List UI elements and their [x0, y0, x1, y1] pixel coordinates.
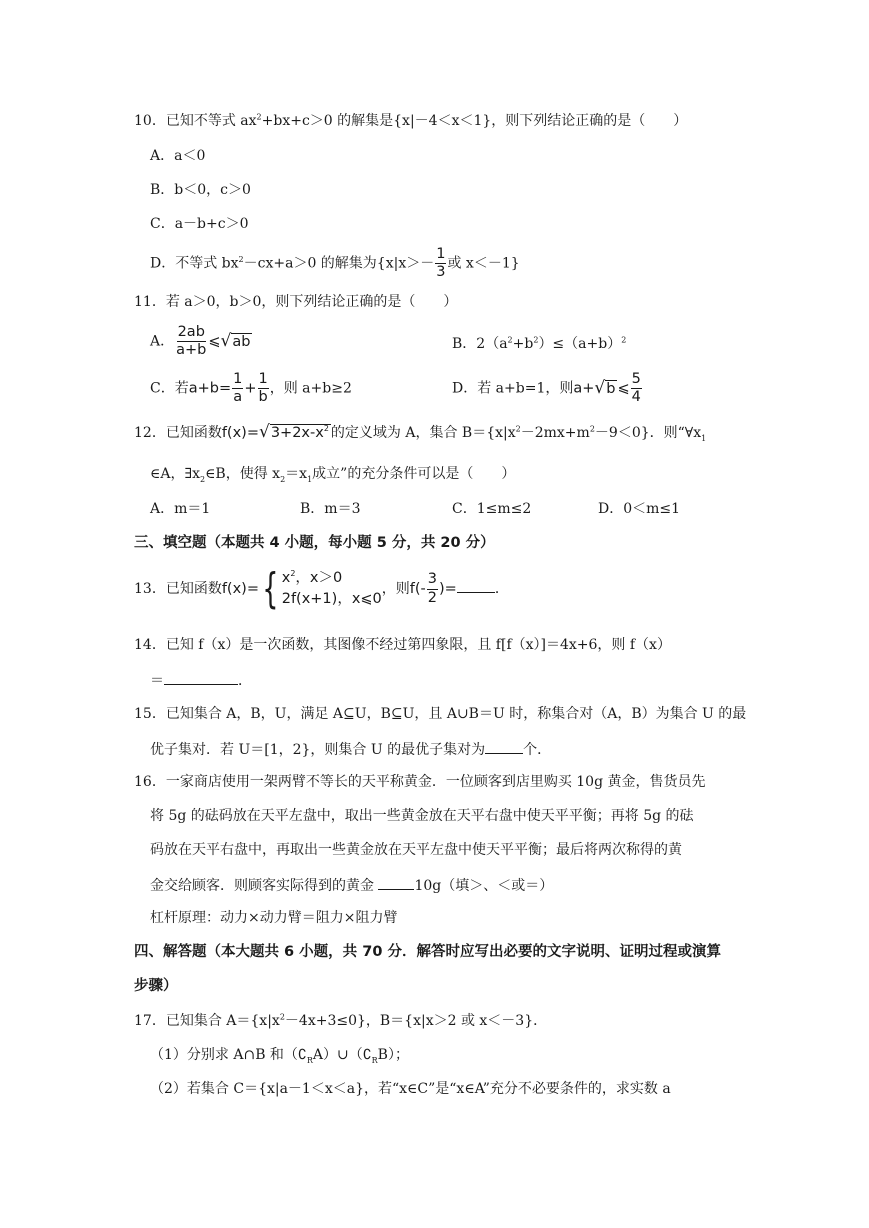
piecewise-cases: $x^2$，x＞0 2f(x+1)，x⩽0: [281, 569, 382, 608]
option-d: D．若 a+b=1，则a+ √ b ⩽ $\frac{5}{4}$: [452, 371, 641, 406]
question-14-stem-line2: ＝ ．: [150, 673, 252, 689]
question-number: 16．: [134, 774, 166, 790]
square-root: √ ab: [220, 330, 251, 351]
option-b: B．b＜0，c＞0: [150, 182, 251, 198]
answer-blank: [378, 877, 414, 890]
question-14-stem: 14．已知 f（x）是一次函数，其图像不经过第四象限，且 f[f（x）]＝4x+6，则 f（x）: [134, 637, 671, 653]
option-a: A．a＜0: [150, 148, 206, 164]
fraction: $\frac{2ab}{a+b}$: [176, 324, 207, 359]
square-root: √ b: [594, 377, 616, 398]
square-root: √ $3+2x-x^2$: [258, 422, 329, 442]
question-12-stem-line2: ∈A，$\exists x_2\in B$，使得 $x_2=x_1$成立”的充分条件可以是（ ）: [150, 466, 516, 484]
section-heading: 三、填空题（本题共 4 小题，每小题 5 分，共 20 分）: [134, 535, 495, 551]
question-10-stem: 10．已知不等式 $ax^2+bx+c>0$ 的解集是{x|－4＜x＜1}，则下列结论正确的是（ ）: [134, 112, 688, 129]
option-c: C．若a+b= $\frac{1}{a}$ + $\frac{1}{b}$ ，则 a+b≥2: [150, 371, 352, 406]
question-number: 15．: [134, 706, 166, 722]
question-16-stem: 16．一家商店使用一架两臂不等长的天平称黄金．一位顾客到店里购买 10g 黄金，售货员先: [134, 774, 706, 790]
question-number: 14．: [134, 637, 166, 653]
answer-blank: [485, 741, 523, 754]
option-d: D．0＜m≤1: [598, 501, 681, 517]
question-17-stem: 17．已知集合 $A=\{x|x^2-4x+3\le 0\}$，B＝{x|x＞2 或 x＜－3}．: [134, 1012, 548, 1029]
lever-principle-note: 杠杆原理：动力×动力臂＝阻力×阻力臂: [150, 910, 398, 926]
question-number: 17．: [134, 1013, 166, 1029]
answer-blank: [164, 672, 238, 685]
option-a: A． $\frac{2ab}{a+b}$ ⩽ √ ab: [150, 324, 251, 359]
question-number: 13．: [134, 581, 166, 598]
question-15-stem: 15．已知集合 A，B，U，满足 A⊆U，B⊆U，且 A∪B＝U 时，称集合对（A，B）为集合 U 的最: [134, 706, 747, 722]
option-b: B．m＝3: [300, 501, 361, 517]
fraction: $\frac{3}{2}$: [427, 571, 438, 606]
question-number: 12．: [134, 424, 166, 441]
question-11-stem: 11．若 a＞0，b＞0，则下列结论正确的是（ ）: [134, 294, 458, 310]
section-heading: 四、解答题（本大题共 6 小题，共 70 分．解答时应写出必要的文字说明、证明过程或演算: [134, 944, 721, 960]
question-15-stem-line2: 优子集对．若 U＝[1，2}，则集合 U 的最优子集对为 个．: [150, 742, 552, 758]
question-number: 11．: [134, 294, 166, 310]
option-b: B．$2(a^2+b^2)\le(a+b)^2$: [452, 335, 627, 352]
question-17-part-2: （2）若集合 C＝{x|a－1＜x＜a}，若“x∈C”是“x∈A”充分不必要条件的，求实数 a: [150, 1081, 671, 1097]
fraction: $\frac{1}{b}$: [258, 371, 268, 406]
fraction: $\frac{5}{4}$: [631, 371, 641, 406]
left-brace: {: [262, 564, 279, 614]
question-16-line2: 将 5g 的砝码放在天平左盘中，取出一些黄金放在天平右盘中使天平平衡；再将 5g 的砝: [150, 808, 694, 824]
option-c: C．1≤m≤2: [452, 501, 532, 517]
answer-blank: [457, 580, 495, 593]
section-heading-line2: 步骤）: [134, 978, 178, 994]
question-17-part-1: （1）分别求 A∩B 和$(∁_RA)\cup(∁_RB)$；: [150, 1047, 409, 1065]
fraction: $\frac{1}{3}$: [436, 246, 446, 281]
fraction: $\frac{1}{a}$: [233, 371, 243, 406]
question-12-stem: 12．已知函数f(x)= √ $3+2x-x^2$ 的定义域为 A，集合 $B=\{x|x^2-2mx+m^2-9<0\}$．则“$\forall x_1$: [134, 422, 707, 443]
question-number: 10．: [134, 113, 166, 129]
question-13-stem: 13．已知函数f(x)={ $x^2$，x＞0 2f(x+1)，x⩽0 ，则f(- $\frac{3}{2}$ )= ．: [134, 564, 509, 614]
option-c: C．a－b+c＞0: [150, 216, 249, 232]
option-d: D．不等式 $bx^2-cx+a>0$ 的解集为{x|x＞－ $\frac{1}{3}$ 或 x＜－1}: [150, 246, 520, 281]
question-16-line4: 金交给顾客．则顾客实际得到的黄金 10g（填＞、＜或＝）: [150, 878, 554, 894]
question-16-line3: 码放在天平右盘中，再取出一些黄金放在天平左盘中使天平平衡；最后将两次称得的黄: [150, 842, 682, 858]
option-a: A．m＝1: [150, 501, 211, 517]
